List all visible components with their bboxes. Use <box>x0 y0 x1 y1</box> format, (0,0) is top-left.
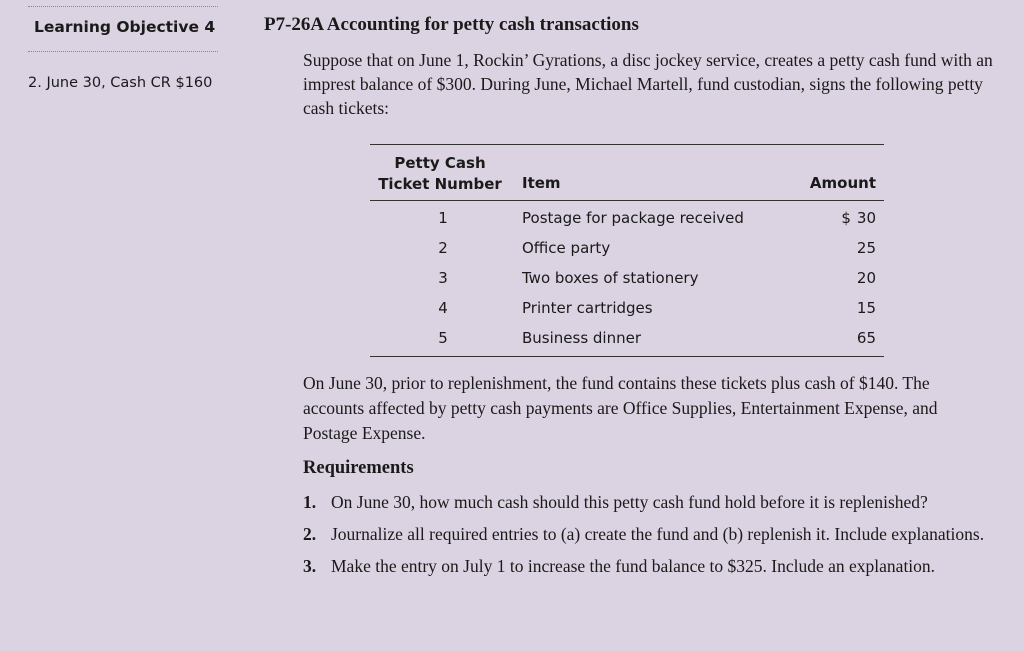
header-ticket-number <box>370 153 510 195</box>
ticket-amount: 15 <box>856 299 876 317</box>
table-rule-top <box>370 144 884 145</box>
ticket-item: Business dinner <box>522 329 642 347</box>
header-ticket-line2: Ticket Number <box>378 175 502 193</box>
sidebar-divider-top <box>28 6 218 7</box>
requirement-text: On June 30, how much cash should this petty cash fund hold before it is replenished? <box>331 492 928 512</box>
answer-hint: 2. June 30, Cash CR $160 <box>28 75 213 91</box>
ticket-amount-value: 30 <box>856 209 876 227</box>
table-row <box>370 239 884 269</box>
requirement-number: 1. <box>303 492 317 512</box>
table-rule-header <box>370 200 884 201</box>
header-item: Item <box>522 174 561 192</box>
requirements-title: Requirements <box>303 458 414 478</box>
header-ticket-line1: Petty Cash <box>394 154 486 172</box>
requirement-item <box>303 490 1003 514</box>
ticket-item: Printer cartridges <box>522 299 653 317</box>
table-row <box>370 329 884 359</box>
requirement-text: Make the entry on July 1 to increase the fund balance to $325. Include an explanation. <box>331 556 936 576</box>
ticket-number: 2 <box>438 239 448 257</box>
header-amount: Amount <box>809 174 876 192</box>
table-row <box>370 269 884 299</box>
ticket-number: 5 <box>438 329 448 347</box>
ticket-item: Office party <box>522 239 611 257</box>
ticket-number: 4 <box>438 299 448 317</box>
ticket-item: Postage for package received <box>522 209 744 227</box>
requirement-item <box>303 554 1003 578</box>
requirement-number: 2. <box>303 524 317 544</box>
ticket-number: 3 <box>438 269 448 287</box>
problem-after-table: On June 30, prior to replenishment, the fund contains these tickets plus cash of $140. The accounts affected by petty cash payments are Office Supplies, Entertainment Expense, and Postage Expense. <box>303 373 938 443</box>
ticket-item: Two boxes of stationery <box>522 269 699 287</box>
problem-intro: Suppose that on June 1, Rockin’ Gyrations, a disc jockey service, creates a petty cash fund with an imprest balance of $300. During June, Michael Martell, fund custodian, signs the following petty cash tickets: <box>303 50 993 118</box>
ticket-amount: 25 <box>856 239 876 257</box>
ticket-amount: 65 <box>856 329 876 347</box>
ticket-amount <box>841 209 876 227</box>
problem-title: P7-26A Accounting for petty cash transactions <box>264 14 639 35</box>
requirements-list <box>303 490 1003 586</box>
table-rule-bottom <box>370 356 884 357</box>
currency-symbol: $ <box>841 209 851 227</box>
ticket-amount: 20 <box>856 269 876 287</box>
sidebar-divider-middle <box>28 51 218 52</box>
table-row <box>370 299 884 329</box>
requirement-item <box>303 522 1003 546</box>
requirement-number: 3. <box>303 556 317 576</box>
learning-objective-label: Learning Objective 4 <box>34 18 216 36</box>
requirement-text: Journalize all required entries to (a) create the fund and (b) replenish it. Include explanations. <box>331 524 985 544</box>
ticket-number: 1 <box>438 209 448 227</box>
table-row <box>370 209 884 239</box>
